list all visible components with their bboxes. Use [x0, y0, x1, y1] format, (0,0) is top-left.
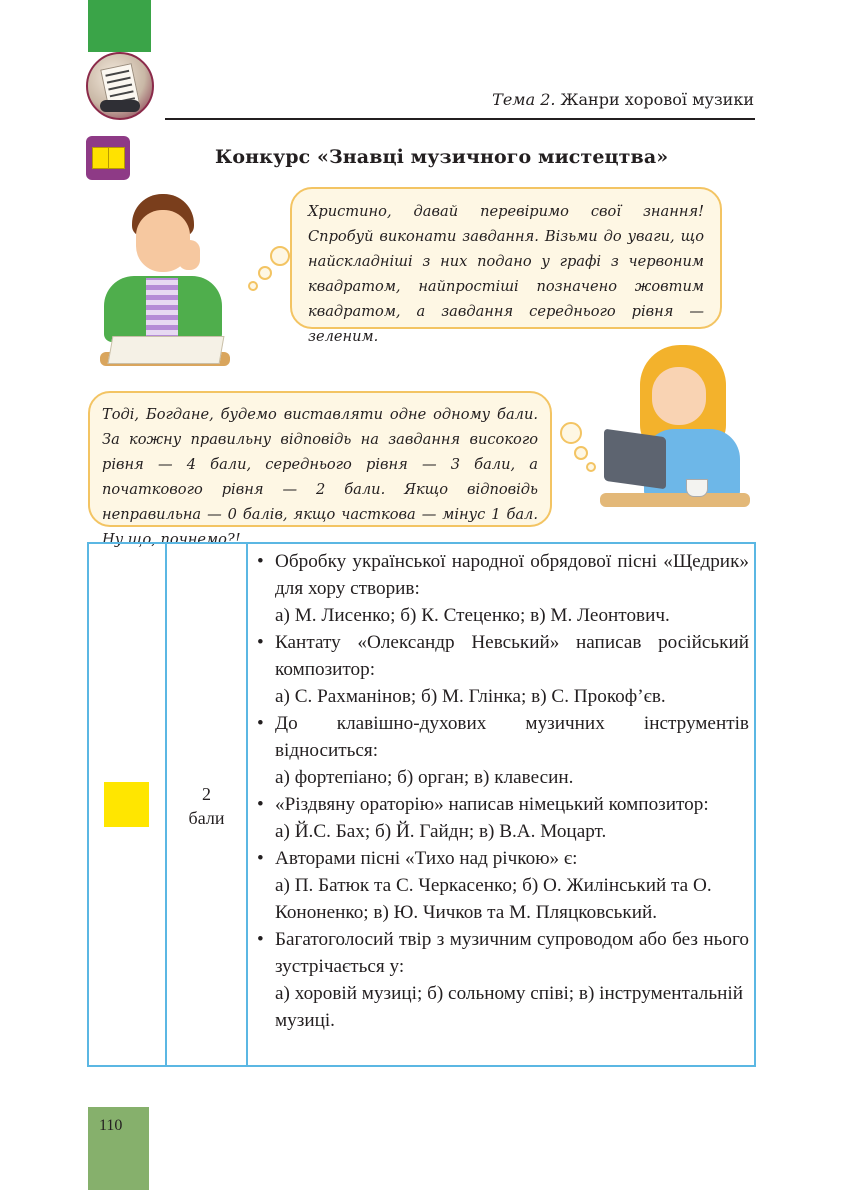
- question-text: • До клавішно-духових музичних інструментів відноситься:: [257, 710, 749, 764]
- question-text: • Авторами пісні «Тихо над річкою» є:: [257, 845, 749, 872]
- yellow-level-square: [104, 782, 149, 827]
- page-number: 110: [99, 1117, 123, 1134]
- question-text: • Кантату «Олександр Невський» написав російський композитор:: [257, 629, 749, 683]
- boy-illustration: [100, 190, 230, 370]
- answer-options: а) М. Лисенко; б) К. Стеценко; в) М. Леонтович.: [275, 605, 670, 626]
- points-label: [167, 782, 246, 830]
- boy-speech-bubble: Христино, давай перевіримо свої знання! Спробуй виконати завдання. Візьми до уваги, що найскладніші з них подано у графі з червоним квадратом, найпростіші позначено жовтим квадратом, а завдання середнього рівня — зеленим.: [290, 187, 722, 329]
- top-green-tab: [88, 0, 151, 52]
- points-unit: бали: [188, 808, 225, 828]
- music-sheet-headphones-icon: [86, 52, 154, 120]
- thought-dot: [270, 246, 290, 266]
- answer-options: а) С. Рахманінов; б) М. Глінка; в) С. Прокоф’єв.: [275, 686, 666, 707]
- questions-list: [257, 548, 749, 1034]
- thought-dot: [560, 422, 582, 444]
- question-text: • «Різдвяну ораторію» написав німецький композитор:: [257, 791, 749, 818]
- question-item: [257, 845, 749, 926]
- answer-options: а) Й.С. Бах; б) Й. Гайдн; в) В.А. Моцарт.: [275, 821, 607, 842]
- girl-illustration: [600, 345, 750, 515]
- thought-dot: [258, 266, 272, 280]
- header-rule: [165, 118, 755, 120]
- thought-dot: [574, 446, 588, 460]
- level-column: [89, 544, 167, 1065]
- question-item: [257, 926, 749, 1034]
- quiz-table: [87, 542, 756, 1067]
- header-topic-number: Тема 2.: [492, 90, 556, 109]
- thought-dot: [248, 281, 258, 291]
- section-title: Конкурс «Знавці музичного мистецтва»: [215, 146, 669, 168]
- question-item: [257, 710, 749, 791]
- question-text: • Багатоголосий твір з музичним супроводом або без нього зустрічається у:: [257, 926, 749, 980]
- points-number: 2: [202, 784, 211, 804]
- question-item: [257, 629, 749, 710]
- answer-options: а) П. Батюк та С. Черкасенко; б) О. Жилінський та О. Кононенко; в) Ю. Чичков та М. Пляцковський.: [275, 875, 712, 923]
- page-header: [492, 90, 754, 109]
- header-topic-title: Жанри хорової музики: [555, 90, 754, 109]
- answer-options: а) хоровій музиці; б) сольному співі; в) інструментальній музиці.: [275, 983, 743, 1031]
- thought-dot: [586, 462, 596, 472]
- answer-options: а) фортепіано; б) орган; в) клавесин.: [275, 767, 574, 788]
- girl-speech-bubble: Тоді, Богдане, будемо виставляти одне одному бали. За кожну правильну відповідь на завдання високого рівня — 4 бали, середнього рівня — 3 бали, а початкового рівня — 2 бали. Якщо відповідь неправильна — 0 балів, якщо часткова — мінус 1 бал. Ну що, почнемо?!: [88, 391, 552, 527]
- question-item: [257, 548, 749, 629]
- book-icon: [86, 136, 130, 180]
- question-item: [257, 791, 749, 845]
- points-column: [167, 544, 248, 1065]
- question-text: • Обробку української народної обрядової пісні «Щедрик» для хору створив:: [257, 548, 749, 602]
